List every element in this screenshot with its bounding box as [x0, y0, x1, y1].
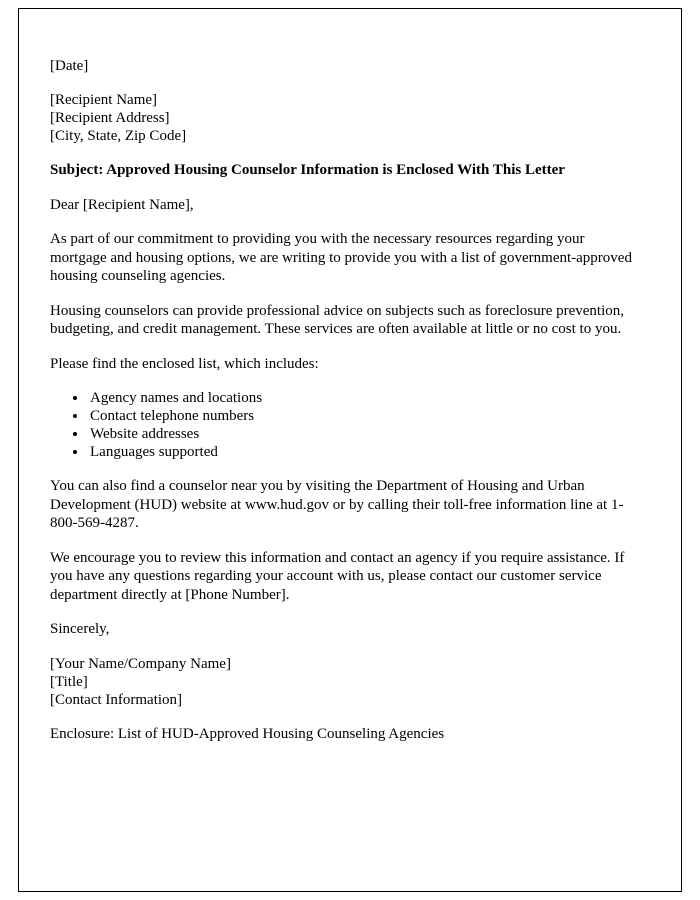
bullet-contact-numbers: • Contact telephone numbers: [88, 407, 639, 425]
signature-block: [50, 655, 639, 709]
bullet-agency-names: • Agency names and locations: [88, 389, 639, 407]
recipient-address: [Recipient Address]: [50, 110, 170, 126]
letter-page: [18, 8, 682, 892]
recipient-city-state-zip: [City, State, Zip Code]: [50, 128, 187, 144]
recipient-block: [50, 91, 639, 145]
recipient-name: [Recipient Name]: [50, 92, 158, 108]
signature-title: [Title]: [50, 673, 88, 690]
enclosure-note: Enclosure: List of HUD-Approved Housing Counseling Agencies: [50, 725, 445, 742]
closing: Sincerely,: [50, 621, 110, 637]
paragraph-enclosed-list-intro: Please find the enclosed list, which includes:: [50, 355, 319, 372]
signature-contact: [Contact Information]: [50, 691, 183, 708]
paragraph-hud-website: You can also find a counselor near you by visiting the Department of Housing and Urban Development (HUD) website at www.hud.gov or by calling their toll-free information line at 1-800-569-4287.: [50, 478, 624, 531]
date-placeholder: [Date]: [50, 58, 89, 74]
paragraph-customer-service: We encourage you to review this information and contact an agency if you require assistance. If you have any questions regarding your account with us, please contact our customer service department directly at [Phone Number].: [50, 549, 625, 603]
paragraph-counselor-services: Housing counselors can provide professional advice on subjects such as foreclosure prevention, budgeting, and credit management. These services are often available at little or no cost to you.: [50, 302, 625, 337]
bullet-website-addresses: • Website addresses: [88, 425, 639, 443]
bullet-languages-supported: • Languages supported: [88, 443, 639, 461]
salutation: Dear [Recipient Name],: [50, 196, 194, 213]
signature-name: [Your Name/Company Name]: [50, 655, 231, 672]
paragraph-commitment: As part of our commitment to providing you with the necessary resources regarding your mortgage and housing options, we are writing to provide you with a list of government-approved housing counseling agencies.: [50, 231, 632, 284]
subject-line: Subject: Approved Housing Counselor Information is Enclosed With This Letter: [50, 162, 565, 178]
date-block: [50, 57, 639, 75]
enclosed-list-bullets: [50, 389, 639, 461]
